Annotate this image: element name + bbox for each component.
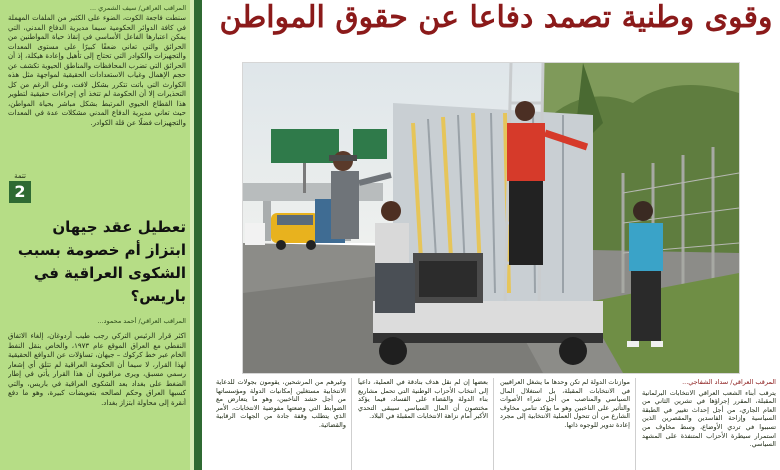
- article-text: موازنات الدولة لم تكن وحدها ما يشغل العراقيين في الانتخابات المقبلة، بل استغلال المال السياسي والمناصب من أجل شراء الأصوات والتأثير على الناخبين وهو ما يؤكد تنامي مخاوف الشارع من أن تتحول العملية الانتخابية إلى مجرد إعادة تدوير للوجوه ذاتها.: [500, 378, 630, 429]
- column-separator: [635, 378, 636, 470]
- article-column-4: [216, 378, 346, 470]
- article-text: يترقب أبناء الشعب العراقي الانتخابات البرلمانية المقبلة، المقرر إجراؤها في تشرين الثاني من العام الجاري، من أجل إحداث تغيير في الطبقة السياسية وإزاحة الفاسدين والمقصرين الذين تسببوا في تردي الأوضاع، وسط مخاوف من استمرار سيطرة الأحزاب المتنفذة على المشهد السياسي.: [642, 388, 776, 449]
- continuation-badge: [8, 172, 32, 203]
- main-headline: [212, 0, 780, 54]
- article-column-3: [358, 378, 488, 470]
- article-block-1: [8, 0, 186, 170]
- main-headline-text: وقوى وطنية تصمد دفاعا عن حقوق المواطن: [219, 0, 773, 35]
- photo-illustration: [243, 63, 739, 373]
- column-separator: [493, 378, 494, 470]
- article-headline-2: تعطيل عقد جيهان ابتزاز أم خصومة بسبب الشكوى العراقية في باريس؟: [17, 218, 186, 305]
- continuation-page-number: 2: [9, 181, 31, 203]
- byline-2: المراقب العراقي/ أحمد محمود...: [97, 317, 186, 325]
- article-block-2: [8, 330, 186, 470]
- bottom-articles: [214, 378, 776, 470]
- left-article-column: [0, 0, 202, 470]
- article-text: وغيرهم من المرشحين، يقومون بجولات للدعاية الانتخابية مستغلين إمكانيات الدولة ومؤسساتها من أجل حشد الناخبين، وهو ما يتعارض مع الضوابط التي وضعتها مفوضية الانتخابات، الأمر الذي يتطلب وقفة جادة من الجهات الرقابية والقضائية.: [216, 378, 346, 429]
- news-photo: [242, 62, 740, 374]
- article-byline: المرقب العراقي/ سداد الشفاجي...: [682, 378, 776, 386]
- column-separator: [351, 378, 352, 470]
- column-border: [194, 0, 202, 470]
- article-column-2: [500, 378, 630, 470]
- article-text-2: اكثر قرار الرئيس التركي رجب طيب أردوغان، إلغاء الاتفاق النفطي مع العراق الموقع عام ١٩٧٣، والخاص بنقل النفط الخام عبر خط كركوك – جيهان، تساؤلات عن الدوافع الحقيقية لهذا القرار، لا سيما أن الحكومة العراقية لم تتلق أي إشعار رسمي مسبق، ويرى مراقبون أن هذا القرار يأتي في إطار الضغط على بغداد بعد الشكوى العراقية في باريس، والتي كسبها العراق وحكم لصالحه بتعويضات كبيرة، وهو ما دفع أنقرة إلى محاولة ابتزاز بغداد.: [8, 332, 186, 407]
- byline-1: المراقب العراقي/ سيف الشمري ...: [89, 4, 186, 12]
- continuation-label: تتمة: [14, 172, 26, 180]
- article-column-1: [642, 378, 776, 470]
- article-text-1: سنطت فاجعة الكوت، الضوء على الكثير من الملفات المهملة في كافة الدوائر الحكومية سيما مديرية الدفاع المدني، التي يمكن اعتبارها الفاعل الأساسي في إنقاذ حياة المواطنين من الحرائق والتي تعاني ضعفًا كبيرًا على مستوى المعدات والتجهيزات والكوادر التي تحتاج إلى تأهيل وإعادة هيكلة، إذ أن الحرائق التي تضرب المحافظات والمناطق الحيوية تكشف عن حجم الإهمال وغياب الاستعدادات الحقيقية لمواجهة مثل هذه الكوارث التي باتت تتكرر بشكل لافت، وعلى الرغم من كل التحذيرات إلا أن الحكومة لم تتخذ أي إجراءات حقيقية لتطوير هذا القطاع الحيوي المرتبط بشكل مباشر بحياة المواطن، حيث تعاني مديرية الدفاع المدني مشكلات عدة في المعدات والتجهيزات فضلًا عن قلة الكوادر.: [8, 14, 186, 127]
- article-text: بعضها إن لم نقل هدف بنادقة في العملية، داعياً إلى انتخاب الأحزاب الوطنية التي تحمل مشاريع بناء الدولة والقضاء على الفساد، فيما يؤكد مختصون أن المال السياسي سيبقى التحدي الأكبر أمام نزاهة الانتخابات المقبلة في البلاد.: [358, 378, 488, 421]
